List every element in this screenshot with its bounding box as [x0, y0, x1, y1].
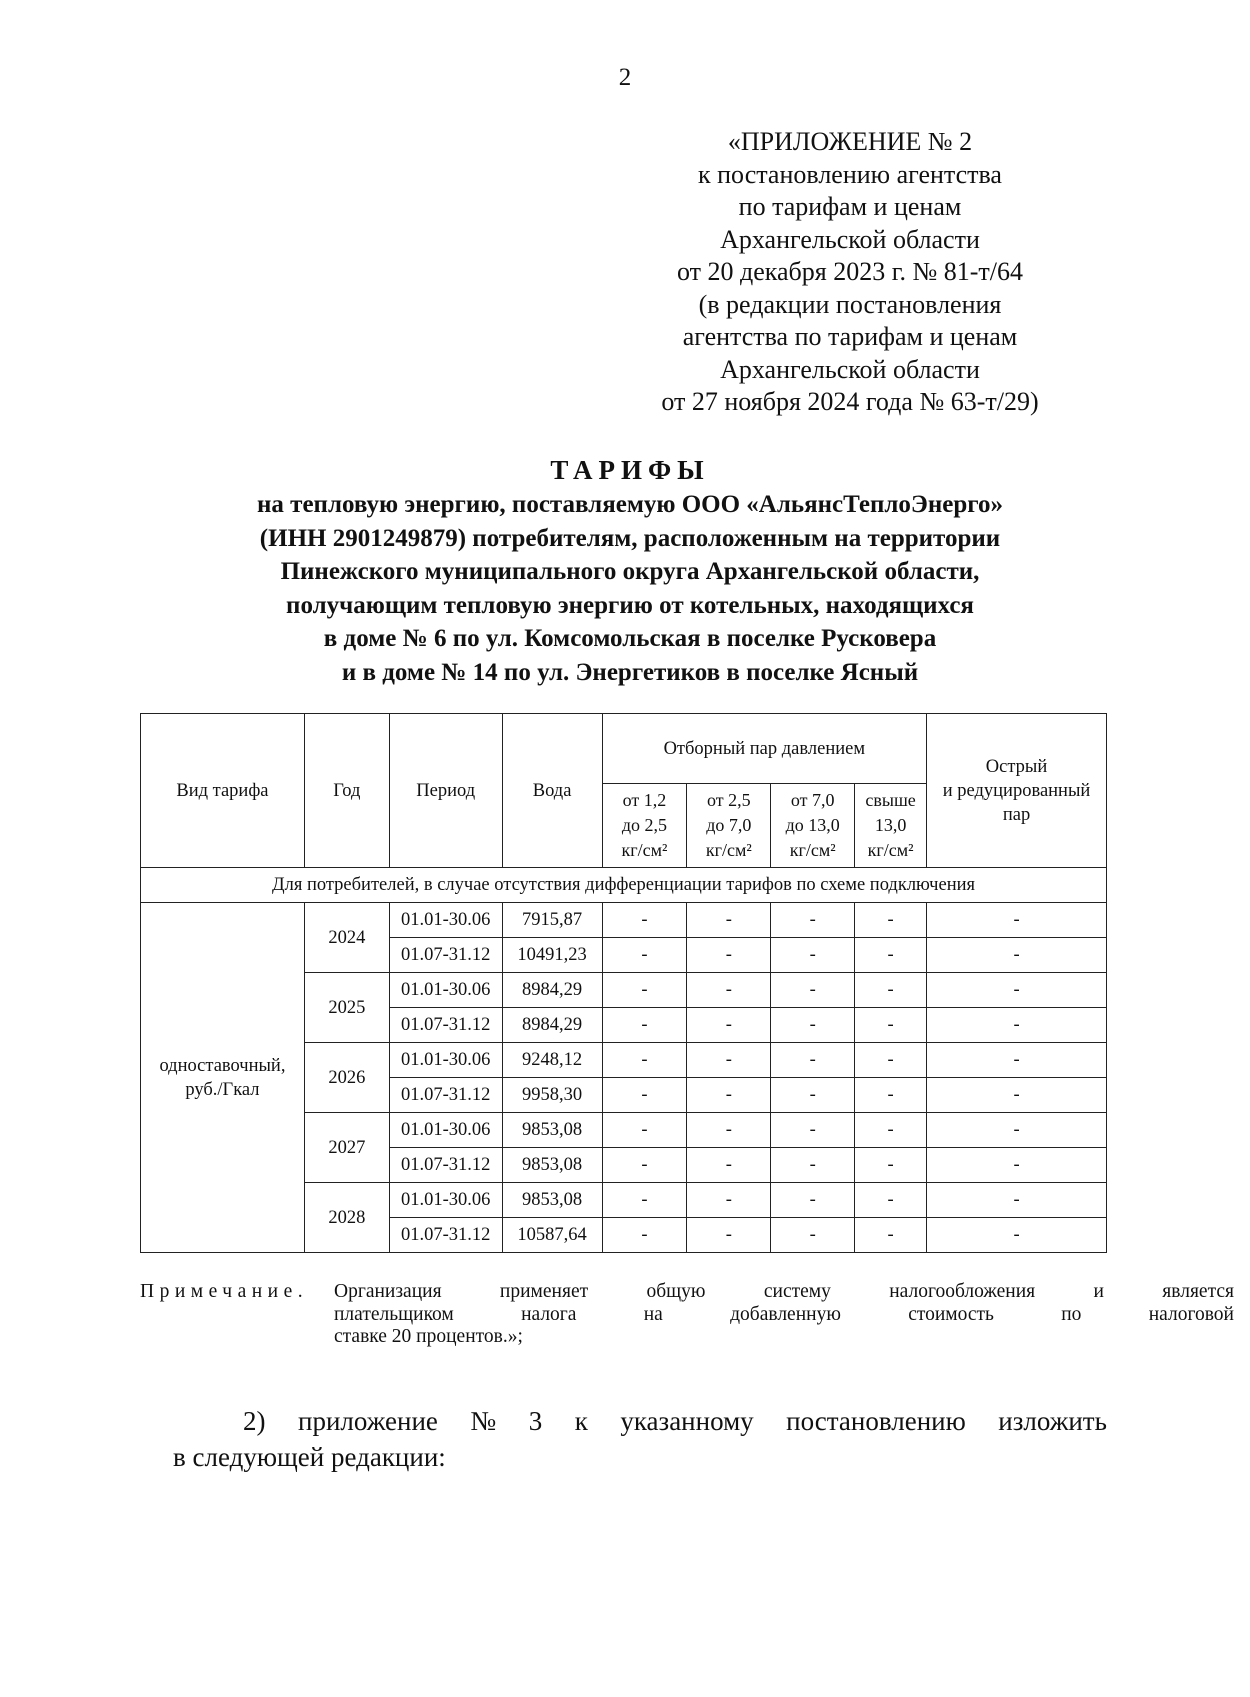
group-row: Для потребителей, в случае отсутствия дифференциации тарифов по схеме подключения — [141, 868, 1107, 903]
steam-cell: - — [602, 1008, 687, 1043]
steam-cell: - — [602, 1148, 687, 1183]
header-steam-line: кг/см² — [789, 840, 836, 860]
header-water: Вода — [502, 714, 602, 868]
note-word: Организация — [334, 1281, 442, 1302]
title-line: в доме № 6 по ул. Комсомольская в поселке Русковера — [323, 625, 937, 652]
steam-cell: - — [771, 1078, 855, 1113]
period-cell: 01.07-31.12 — [389, 1008, 502, 1043]
appendix-line: от 20 декабря 2023 г. № 81-т/64 — [676, 257, 1024, 286]
steam-cell: - — [687, 1078, 771, 1113]
header-tariff-type: Вид тарифа — [141, 714, 305, 868]
paragraph-word: изложить — [998, 1406, 1107, 1436]
paragraph — [173, 1403, 1107, 1475]
sharp-steam-cell: - — [927, 1148, 1107, 1183]
title-line: и в доме № 14 по ул. Энергетиков в поселке Ясный — [341, 658, 919, 686]
year-cell: 2028 — [304, 1183, 389, 1253]
header-steam-line: свыше — [865, 790, 916, 810]
steam-cell: - — [771, 1148, 855, 1183]
note-word: и — [1093, 1281, 1104, 1302]
steam-cell: - — [855, 1148, 927, 1183]
note-word: по — [1061, 1303, 1082, 1325]
steam-cell: - — [771, 1043, 855, 1078]
title-line: получающим тепловую энергию от котельных, находящихся — [286, 591, 974, 619]
steam-cell: - — [602, 1078, 687, 1113]
paragraph-word: приложение — [298, 1406, 438, 1436]
steam-cell: - — [602, 938, 687, 973]
header-steam-line: кг/см² — [705, 840, 752, 860]
header-steam-1 — [602, 784, 687, 868]
sharp-steam-cell: - — [927, 1183, 1107, 1218]
period-cell: 01.01-30.06 — [389, 973, 502, 1008]
header-steam-line: 13,0 — [874, 815, 907, 835]
note-label: Примечание. — [140, 1281, 309, 1302]
steam-cell: - — [771, 973, 855, 1008]
water-cell: 8984,29 — [502, 1008, 602, 1043]
steam-cell: - — [602, 973, 687, 1008]
water-cell: 10587,64 — [502, 1218, 602, 1253]
steam-cell: - — [602, 903, 687, 938]
header-year: Год — [304, 714, 389, 868]
year-cell: 2026 — [304, 1043, 389, 1113]
header-steam-line: от 1,2 — [622, 790, 667, 810]
header-steam-line: кг/см² — [867, 840, 914, 860]
paragraph-word: № — [470, 1406, 497, 1436]
tariff-type-line: руб./Гкал — [185, 1079, 260, 1100]
steam-cell: - — [602, 1183, 687, 1218]
note-word: на — [643, 1303, 663, 1325]
water-cell: 10491,23 — [502, 938, 602, 973]
steam-cell: - — [687, 1113, 771, 1148]
note-word: является — [1162, 1281, 1234, 1302]
header-steam-line: до 13,0 — [785, 815, 840, 835]
water-cell: 8984,29 — [502, 973, 602, 1008]
header-steam-line: кг/см² — [621, 840, 668, 860]
year-cell: 2027 — [304, 1113, 389, 1183]
steam-cell: - — [855, 1218, 927, 1253]
appendix-line: Архангельской области — [720, 224, 980, 254]
note-word: налога — [521, 1303, 577, 1325]
title-line: (ИНН 2901249879) потребителям, расположенным на территории — [259, 524, 1001, 552]
tariff-table — [140, 713, 1107, 1253]
note-line — [334, 1304, 1234, 1327]
sharp-steam-cell: - — [927, 1043, 1107, 1078]
header-sharp-steam-line: Острый — [985, 756, 1048, 777]
steam-cell: - — [687, 973, 771, 1008]
steam-cell: - — [771, 903, 855, 938]
water-cell: 7915,87 — [502, 903, 602, 938]
note-body — [334, 1281, 1234, 1349]
steam-cell: - — [855, 1078, 927, 1113]
header-steam-line: до 7,0 — [706, 815, 752, 835]
sharp-steam-cell: - — [927, 973, 1107, 1008]
sharp-steam-cell: - — [927, 1113, 1107, 1148]
paragraph-line: в следующей редакции: — [173, 1442, 446, 1472]
sharp-steam-cell: - — [927, 938, 1107, 973]
steam-cell: - — [687, 903, 771, 938]
period-cell: 01.07-31.12 — [389, 1078, 502, 1113]
steam-cell: - — [855, 1113, 927, 1148]
header-steam-line: до 2,5 — [621, 815, 668, 835]
period-cell: 01.07-31.12 — [389, 1218, 502, 1253]
note-line: ставке 20 процентов.»; — [334, 1326, 523, 1347]
appendix-line: Архангельской области — [720, 354, 980, 384]
appendix-line: (в редакции постановления — [698, 289, 1002, 319]
title-line: на тепловую энергию, поставляемую ООО «АльянсТеплоЭнерго» — [257, 491, 1003, 518]
document-title — [140, 452, 1120, 689]
water-cell: 9853,08 — [502, 1183, 602, 1218]
steam-cell: - — [602, 1113, 687, 1148]
steam-cell: - — [855, 938, 927, 973]
water-cell: 9248,12 — [502, 1043, 602, 1078]
note-word: добавленную — [730, 1303, 841, 1325]
steam-cell: - — [771, 1183, 855, 1218]
header-steam-line: от 7,0 — [790, 790, 835, 810]
paragraph-line — [173, 1403, 1107, 1439]
steam-cell: - — [771, 1218, 855, 1253]
steam-cell: - — [855, 1008, 927, 1043]
note-word: плательщиком — [334, 1303, 454, 1325]
steam-cell: - — [602, 1043, 687, 1078]
year-cell: 2024 — [304, 903, 389, 973]
header-sharp-steam — [927, 714, 1107, 868]
appendix-line: по тарифам и ценам — [738, 192, 962, 221]
note-word: налоговой — [1148, 1303, 1234, 1325]
appendix-line: «ПРИЛОЖЕНИЕ № 2 — [727, 127, 973, 156]
appendix-line: агентства по тарифам и ценам — [682, 322, 1018, 351]
steam-cell: - — [687, 1183, 771, 1218]
note-word: систему — [763, 1281, 831, 1302]
steam-cell: - — [771, 1008, 855, 1043]
steam-cell: - — [771, 938, 855, 973]
period-cell: 01.01-30.06 — [389, 1183, 502, 1218]
note-word: стоимость — [908, 1303, 994, 1325]
appendix-header — [640, 126, 1060, 419]
note-word: налогообложения — [889, 1281, 1036, 1302]
water-cell: 9853,08 — [502, 1113, 602, 1148]
header-steam-2 — [687, 784, 771, 868]
steam-cell: - — [855, 973, 927, 1008]
steam-cell: - — [687, 1148, 771, 1183]
sharp-steam-cell: - — [927, 1218, 1107, 1253]
period-cell: 01.01-30.06 — [389, 903, 502, 938]
period-cell: 01.01-30.06 — [389, 1113, 502, 1148]
paragraph-word: постановлению — [786, 1406, 966, 1436]
header-steam-4 — [855, 784, 927, 868]
header-period: Период — [389, 714, 502, 868]
paragraph-word: указанному — [620, 1406, 754, 1436]
tariff-type-cell — [141, 903, 305, 1253]
note-word: общую — [646, 1281, 706, 1302]
steam-cell: - — [687, 1218, 771, 1253]
period-cell: 01.01-30.06 — [389, 1043, 502, 1078]
period-cell: 01.07-31.12 — [389, 1148, 502, 1183]
sharp-steam-cell: - — [927, 1008, 1107, 1043]
water-cell: 9958,30 — [502, 1078, 602, 1113]
appendix-line: к постановлению агентства — [698, 159, 1002, 189]
note-word: применяет — [499, 1281, 589, 1302]
steam-cell: - — [687, 1043, 771, 1078]
steam-cell: - — [602, 1218, 687, 1253]
header-steam-3 — [771, 784, 855, 868]
water-cell: 9853,08 — [502, 1148, 602, 1183]
header-steam-group: Отборный пар давлением — [602, 714, 927, 784]
steam-cell: - — [687, 938, 771, 973]
paragraph-word: 2) — [243, 1406, 266, 1436]
paragraph-word: 3 — [528, 1406, 543, 1436]
table-row — [141, 903, 1107, 938]
sharp-steam-cell: - — [927, 1078, 1107, 1113]
period-cell: 01.07-31.12 — [389, 938, 502, 973]
header-steam-line: от 2,5 — [707, 790, 751, 810]
page-number: 2 — [618, 64, 632, 91]
year-cell: 2025 — [304, 973, 389, 1043]
header-sharp-steam-line: и редуцированный — [942, 780, 1091, 801]
steam-cell: - — [855, 1183, 927, 1218]
tariff-type-line: одноставочный, — [159, 1055, 286, 1076]
sharp-steam-cell: - — [927, 903, 1107, 938]
steam-cell: - — [855, 1043, 927, 1078]
title-line: Пинежского муниципального округа Архангельской области, — [280, 558, 980, 585]
appendix-line: от 27 ноября 2024 года № 63-т/29) — [661, 387, 1039, 416]
note-line — [334, 1281, 1234, 1304]
steam-cell: - — [855, 903, 927, 938]
steam-cell: - — [687, 1008, 771, 1043]
title-main: ТАРИФЫ — [550, 455, 710, 485]
paragraph-word: к — [574, 1406, 588, 1436]
header-sharp-steam-line: пар — [1002, 804, 1031, 825]
steam-cell: - — [771, 1113, 855, 1148]
